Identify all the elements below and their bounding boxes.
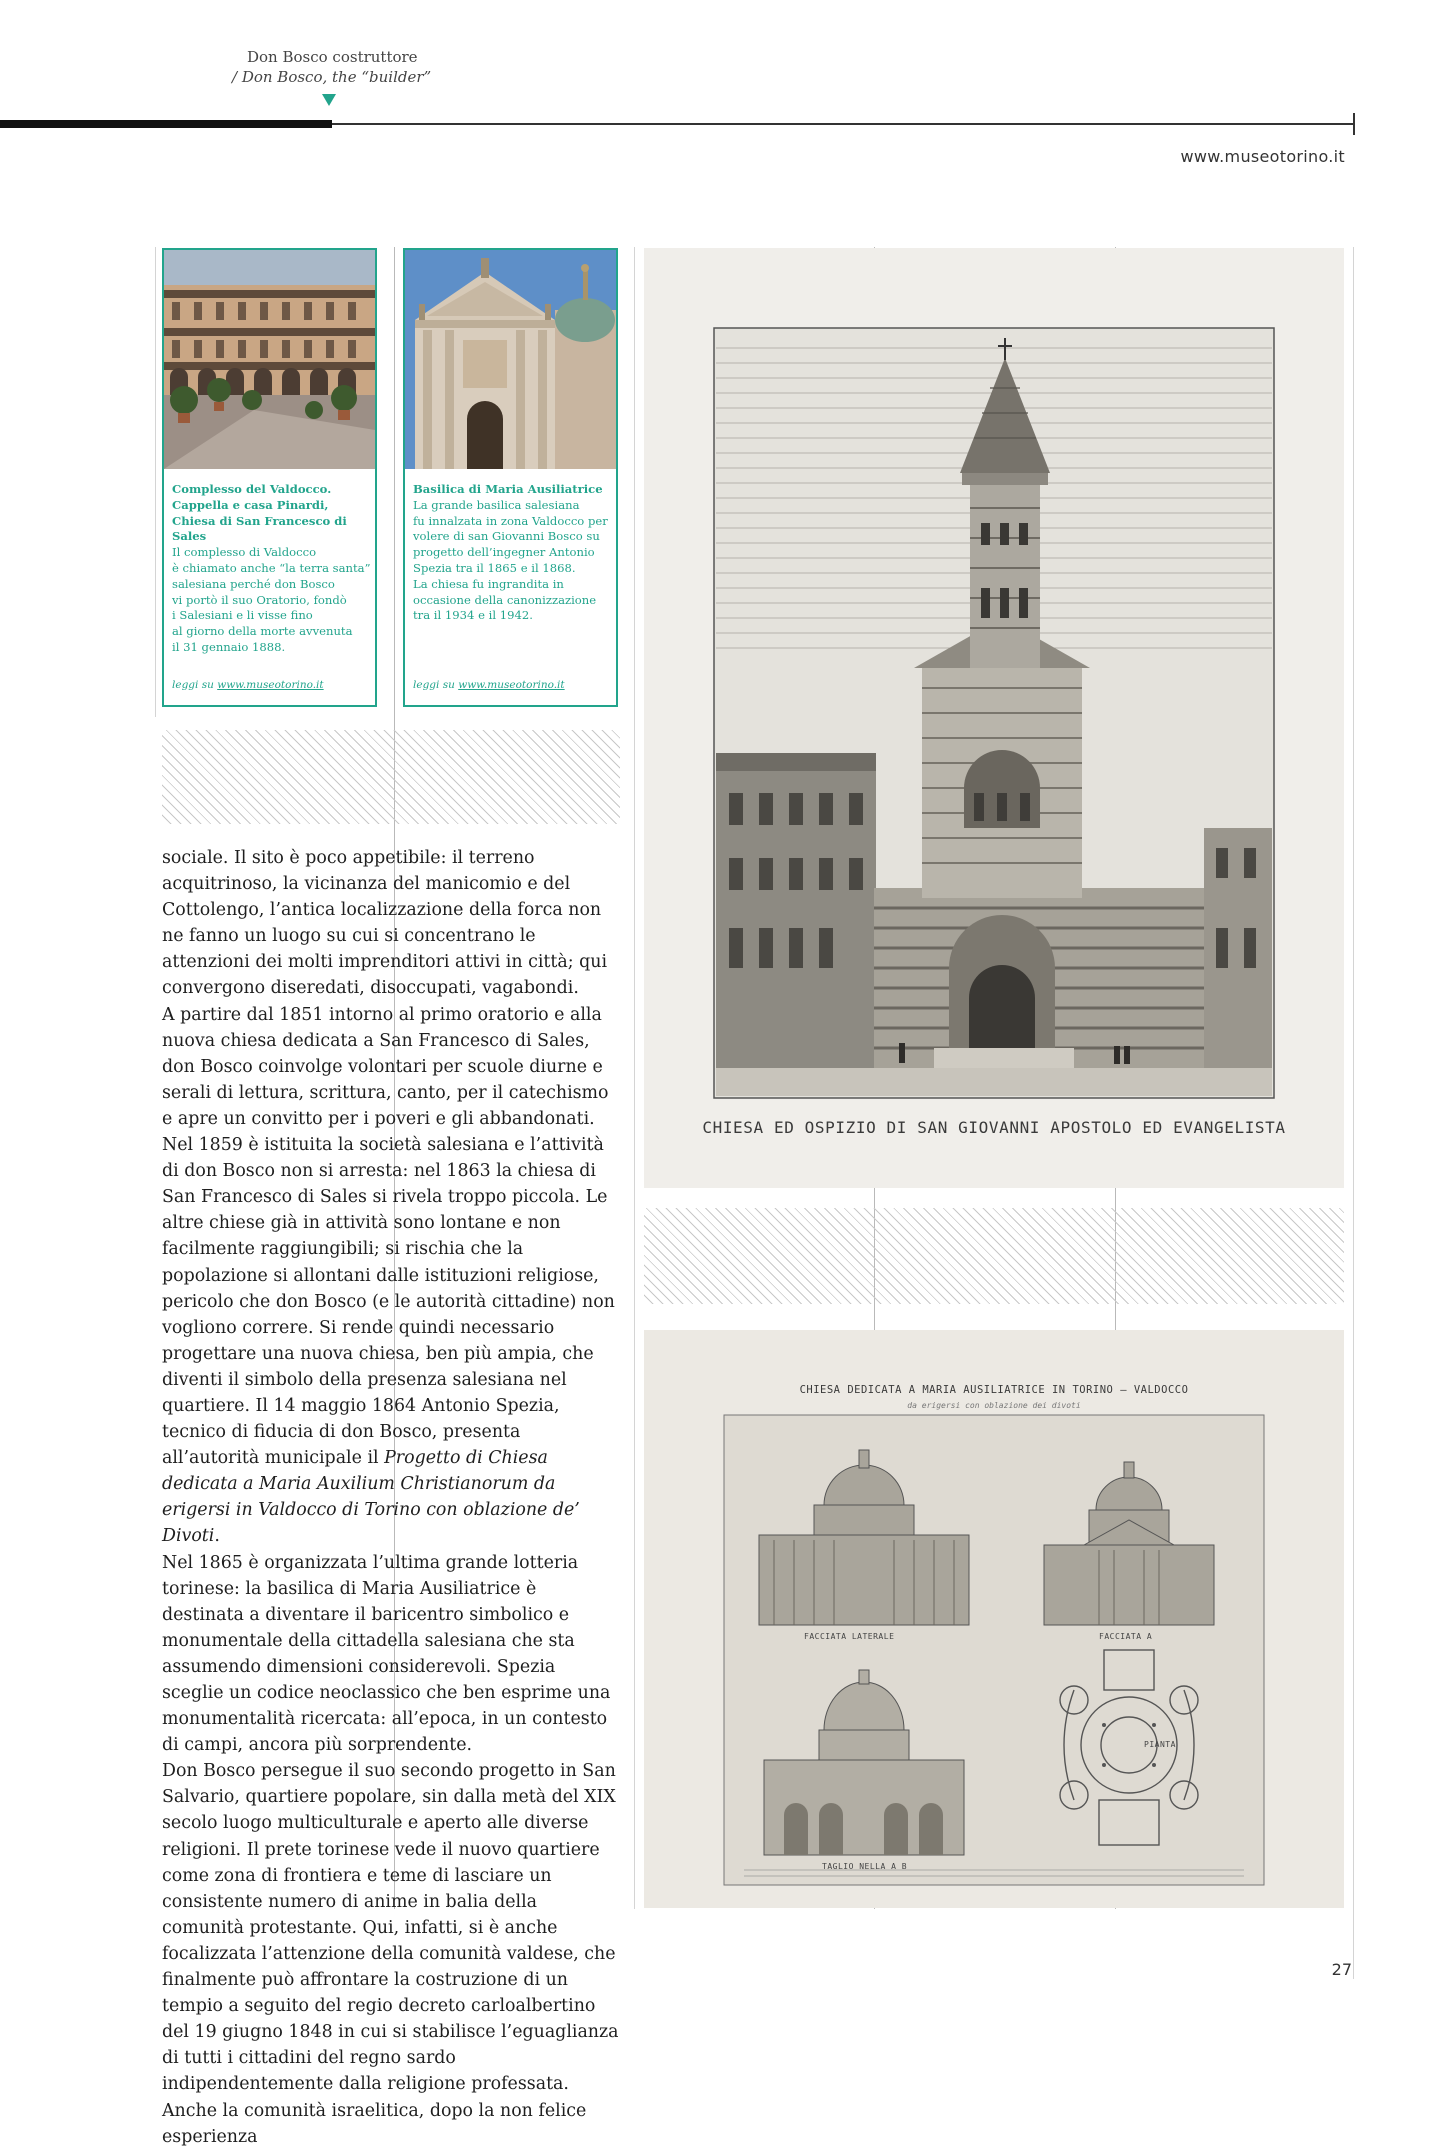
hatch-separator <box>644 1208 1344 1304</box>
card-text <box>413 482 613 624</box>
body-text-run: Anche la comunità israelitica, dopo la non felice esperienza <box>162 2100 587 2147</box>
card-link <box>413 679 565 691</box>
body-paragraph <box>162 845 622 1002</box>
header-bar <box>0 120 332 128</box>
body-paragraph <box>162 1758 622 2097</box>
guide-line <box>155 247 156 717</box>
valdocco-complex-photo <box>164 250 375 469</box>
header-rule <box>332 123 1355 125</box>
engraving-subtitle: da erigersi con oblazione dei divoti <box>907 1401 1081 1410</box>
engraving-label: FACCIATA LATERALE <box>804 1632 895 1641</box>
site-url[interactable]: www.museotorino.it <box>1180 147 1345 166</box>
body-text-run: A partire dal 1851 intorno al primo oratorio e alla nuova chiesa dedicata a San Francesco di Sales, don Bosco coinvolge volontari per scuole diurne e serali di lettura, scrittura, canto, per il catechismo e apre un convitto per i poveri e gli abbandonati. <box>162 1004 609 1129</box>
body-paragraph <box>162 1550 622 1759</box>
body-paragraph <box>162 1002 622 1132</box>
body-paragraph <box>162 1132 622 1550</box>
guide-line <box>1353 247 1354 1979</box>
engraving-title: CHIESA DEDICATA A MARIA AUSILIATRICE IN TORINO — VALDOCCO <box>799 1384 1189 1396</box>
engraving-label: FACCIATA A <box>1099 1632 1153 1641</box>
hatch-separator <box>162 730 620 824</box>
card-title-line: Basilica di Maria Ausiliatrice <box>413 482 603 496</box>
card-title-line: Chiesa di San Francesco di Sales <box>172 513 347 544</box>
engraving-caption: CHIESA ED OSPIZIO DI SAN GIOVANNI APOSTOLO ED EVANGELISTA <box>702 1118 1286 1137</box>
card-title-line: Cappella e casa Pinardi, <box>172 497 329 512</box>
card-text <box>172 482 372 656</box>
info-card-basilica <box>403 248 618 707</box>
card-link-url[interactable]: www.museotorino.it <box>217 679 324 691</box>
architectural-drawing <box>644 1330 1344 1908</box>
card-title-line: Complesso del Valdocco. <box>172 482 332 496</box>
body-text-run: sociale. Il sito è poco appetibile: il terreno acquitrinoso, la vicinanza del manicomio e del Cottolengo, l’antica localizzazione della forca non ne fanno un luogo su cui si concentrano le attenzioni dei molti imprenditori attivi in città; qui convergono diseredati, disoccupati, vagabondi. <box>162 848 608 999</box>
body-text-run: Nel 1859 è istituita la società salesiana e l’attività di don Bosco non si arresta: nel 1863 la chiesa di San Francesco di Sales si rivela troppo piccola. Le altre chiese già in attività sono lontane e non facilmente raggiungibili; si rischia che la popolazione si allontani dalle istituzioni religiose, pericolo che don Bosco (e le autorità cittadine) non vogliono correre. Si rende quindi necessario progettare una nuova chiesa, ben più ampia, che diventi il simbolo della presenza salesiana nel quartiere. Il 14 maggio 1864 Antonio Spezia, tecnico di fiducia di don Bosco, presenta all’autorità municipale il <box>162 1135 615 1469</box>
body-text-run: Don Bosco persegue il suo secondo progetto in San Salvario, quartiere popolare, sin dalla metà del XIX secolo luogo multiculturale e aperto alle diverse religioni. Il prete torinese vede il nuovo quartiere come zona di frontiera e teme di lasciare un consistente numero di anime in balia della comunità protestante. Qui, infatti, si è anche focalizzata l’attenzione della comunità valdese, che finalmente può affrontare la costruzione di un tempio a seguito del regio decreto carloalbertino del 19 giugno 1848 in cui si stabilisce l’eguaglianza di tutti i cittadini del regno sardo indipendentemente dalla religione professata. <box>162 1761 619 2095</box>
section-title: Don Bosco costruttore <box>247 48 418 66</box>
page-number: 27 <box>1331 1960 1352 1979</box>
card-link-prefix: leggi su <box>172 679 218 691</box>
engraving-basilica-plans <box>644 1330 1344 1908</box>
body-text-run: Nel 1865 è organizzata l’ultima grande lotteria torinese: la basilica di Maria Ausiliatrice è destinata a diventare il baricentro simbolico e monumentale della cittadella salesiana che sta assumendo dimensioni considerevoli. Spezia sceglie un codice neoclassico che ben esprime una monumentalità ricercata: all’epoca, in un contesto di campi, ancora più sorprendente. <box>162 1552 611 1756</box>
section-subtitle: / Don Bosco, the “builder” <box>232 68 432 86</box>
basilica-facade-photo <box>405 250 616 469</box>
body-paragraph <box>162 2098 622 2150</box>
card-link <box>172 679 324 691</box>
engraving-church-san-giovanni <box>644 248 1344 1188</box>
engraving-label: TAGLIO NELLA A B <box>822 1862 908 1871</box>
card-link-prefix: leggi su <box>413 679 459 691</box>
guide-line <box>634 247 635 1909</box>
engraving-label: PIANTA <box>1144 1740 1176 1749</box>
body-text-run: . <box>214 1526 220 1547</box>
article-body <box>162 845 622 2150</box>
card-body: La grande basilica salesiana fu innalzata in zona Valdocco per volere di san Giovanni Bosco su progetto dell’ingegner Antonio Spezia tra il 1865 e il 1868. La chiesa fu ingrandita in occasione della canonizzazione tra il 1934 e il 1942. <box>413 497 608 623</box>
triangle-marker-icon <box>322 94 336 106</box>
header-rule-end <box>1353 113 1355 135</box>
card-link-url[interactable]: www.museotorino.it <box>458 679 565 691</box>
italic-title-text: Progetto di Chiesa dedicata a Maria Auxilium Christianorum da erigersi in Valdocco di Torino con oblazione de’ Divoti <box>162 1448 580 1547</box>
engraving-drawing <box>644 248 1344 1188</box>
card-body: Il complesso di Valdocco è chiamato anche “la terra santa” salesiana perché don Bosco vi portò il suo Oratorio, fondò i Salesiani e li visse fino al giorno della morte avvenuta il 31 gennaio 1888. <box>172 545 371 654</box>
info-card-valdocco <box>162 248 377 707</box>
